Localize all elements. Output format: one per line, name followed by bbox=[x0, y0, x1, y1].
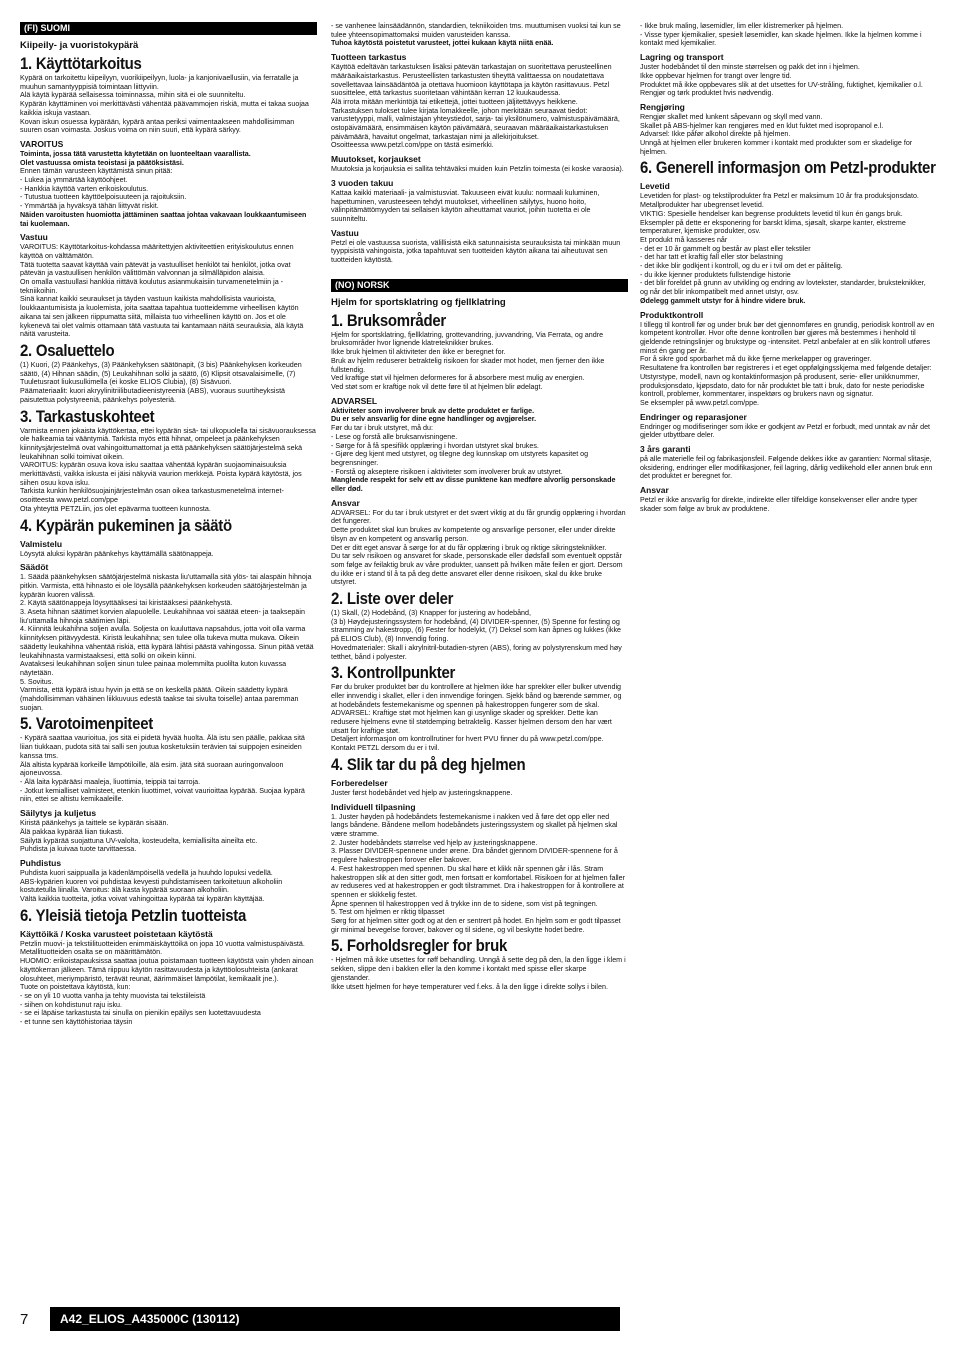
section-2-title-no: 2. Liste over deler bbox=[331, 589, 454, 609]
language-banner-fi: (FI) SUOMI bbox=[20, 22, 317, 35]
warning-text-no: Før du tar i bruk utstyret, må du: - Lese og forstå alle bruksanvisningene. - Sørge for å få spesifikk opplæring i hvordan utstyret skal brukes. - Gjøre deg kjent med utstyret, og tilegne deg kunnskap om utstyrets kapasitet og begrensninger. - Forstå og akseptere risikoen i aktiviteter som involverer bruk av utstyret. bbox=[331, 423, 589, 476]
column-norwegian-continued bbox=[640, 22, 936, 514]
storage-text-no: Juster hodebåndet til den minste størrelsen og pakk det inn i hjelmen. Ikke oppbevar hjelmen for trangt over lengre tid. Produktet må ikke oppbevares slik at det utsettes for UV-stråling, fuktighet, kjemikalier o.l. Rengjør og tørk produktet hvis nødvendig. bbox=[640, 62, 923, 98]
product-subtitle-fi: Kiipeily- ja vuoristokypärä bbox=[20, 40, 139, 51]
storage-heading-no: Lagring og transport bbox=[640, 52, 724, 63]
responsibility-text-fi: VAROITUS: Käyttötarkoitus-kohdassa määritettyjen aktiviteettien erityiskoulutus ennen käyttöä on välttämätön. Tätä tuotetta saavat käyttää vain pätevät ja vastuulliset henkilöt tai henkilöt, jotka ovat pätevän ja vastuullisen henkilön välittömän valvonnan ja silmälläpidon alaisia. On omalla vastuullasi hankkia riittävä koulutus asianmukaisiin turvamenetelmiin ja -tekniikoihin. Sinä kannat kaikki seuraukset ja täyden vastuun kaikista mahdollisista vaurioista, loukkaantumisista ja kuolemista, joita saattaa tapahtua tuotteidemme virheellisen käytön aikana tai sen jälkeen riippumatta siitä, millaista tuo virheellinen käyttö on. Jos et ole kykenevä tai olet valmis ottamaan tätä vastuuta tai kantamaan näitä seurauksia, älä käytä näitä varusteita. bbox=[20, 242, 304, 339]
section-6-title-fi: 6. Yleisiä tietoja Petzlin tuotteista bbox=[20, 905, 247, 925]
page-number: 7 bbox=[20, 1310, 29, 1328]
modifications-heading-fi: Muutokset, korjaukset bbox=[331, 154, 421, 165]
section-4-title-no: 4. Slik tar du på deg hjelmen bbox=[331, 754, 526, 774]
lifetime-text-fi: Petzlin muovi- ja tekstiilituotteiden enimmäiskäyttöikä on jopa 10 vuotta valmistuspäivästä. Metallituotteiden osalta se on määrittämätön. HUOMIO: erikoistapauksissa saattaa joutua poistamaan tuotteen käytöstä vain yhden ainoan käyttökerran jälkeen. Tämä riippuu käytön rasittavuudesta ja käyttöolosuhteista (ankarat olosuhteet, meriympäristö, terävät reunat, äärimmäiset lämpötilat, kemikaalit jne.). Tuote on poistettava käytöstä, kun: - se on yli 10 vuotta vanha ja tehty muovista tai tekstiileistä - siihen on kohdistunut raju isku. - se ei läpäise tarkastusta tai sinulla on pienikin epäilys sen luotettavuudesta - et tunne sen käyttöhistoriaa täysin bbox=[20, 938, 314, 1027]
product-subtitle-no: Hjelm for sportsklatring og fjellklatring bbox=[331, 296, 506, 308]
warning-text-fi: Ennen tämän varusteen käyttämistä sinun pitää: - Lukea ja ymmärtää käyttöohjeet. - Hankkia käyttöä varten erikoiskoulutus. - Tutustua tuotteen käyttöelpoisuuteen ja rajoituksiin. - Ymmärtää ja hyväksyä tähän liittyvät riskit. bbox=[20, 166, 187, 211]
warning-bold-2-fi: Näiden varoitusten huomiotta jättäminen saattaa johtaa vakavaan loukkaantumiseen tai kuolemaan. bbox=[20, 209, 307, 228]
language-banner-no: (NO) NORSK bbox=[331, 279, 628, 292]
preparation-heading-no: Forberedelser bbox=[331, 777, 388, 788]
cleaning-heading-fi: Puhdistus bbox=[20, 857, 62, 868]
modifications-text-fi: Muutoksia ja korjauksia ei sallita tehtäväksi muiden kuin Petzlin toimesta (ei koske varaosia). bbox=[331, 164, 624, 174]
liability-text-fi: Petzl ei ole vastuussa suorista, välillisistä eikä satunnaisista seurauksista tai minkään muun tyyppisistä vahingoista, jotka tapahtuvat sen tuotteiden käytön aikana tai aiheutuvat sen tuotteiden käytöstä. bbox=[331, 237, 621, 265]
storage-text-fi: Kiristä päänkehys ja taittele se kypärän sisään. Älä pakkaa kypärää liian tiukasti. Säilytä kypärää suojattuna UV-valolta, kosteudelta, kemiallisilta aineilta etc. Puhdista ja kuivaa tuote tarvittaessa. bbox=[20, 818, 258, 854]
inspection-heading-fi: Tuotteen tarkastus bbox=[331, 52, 407, 63]
responsibility-text-no: ADVARSEL: For du tar i bruk utstyret er det svært viktig at du får grundig opplæring i hvordan det fungerer. Dette produktet skal kun brukes av kompetente og ansvarlige personer, eller under direkte tilsyn av en kompetent og ansvarlig person. Det er ditt eget ansvar å sørge for at du får opplæring i bruk og riktige sikringsteknikker. Du tar selv risikoen og ansvaret for skade, personskade eller dødsfall som eventuelt oppstår som følge av feilaktig bruk av våre produkter, uansett på hvilken måte feilen er gjort. Dersom du ikke er i stand til å ta på deg dette ansvaret eller denne risikoen, skal du ikke bruke utstyret. bbox=[331, 507, 626, 587]
adjustments-heading-no: Individuell tilpasning bbox=[331, 801, 416, 812]
warning-bold-fi: Toiminta, jossa tätä varustetta käytetään on luonteeltaan vaarallista. Olet vastuussa omista teoistasi ja päätöksistäsi. bbox=[20, 148, 251, 167]
storage-heading-fi: Säilytys ja kuljetus bbox=[20, 808, 97, 819]
section-6-title-no: 6. Generell informasjon om Petzl-produkter bbox=[640, 158, 936, 178]
lifetime-destroy-fi: Tuhoa käytöstä poistetut varusteet, jottei kukaan käytä niitä enää. bbox=[331, 38, 554, 48]
cleaning-text-no: Rengjør skallet med lunkent såpevann og skyll med vann. Skallet på ABS-hjelmer kan rengjøres med en klut fuktet med isopropanol e.l. Advarsel: Ikke påfør alkohol direkte på hjelmen. Unngå at hjelmen eller brukeren kommer i kontakt med produkter som er skadelige for hjelmen. bbox=[640, 111, 913, 156]
warning-bold-2-no: Manglende respekt for selv ett av disse punktene kan medføre alvorlig personskade eller død. bbox=[331, 475, 616, 494]
lifetime-continued-fi: - se vanhenee lainsäädännön, standardien, tekniikoiden tms. muuttumisen vuoksi tai kun se tulee yhteensopimattomaksi muiden varusteiden kanssa. bbox=[331, 21, 621, 39]
responsibility-heading-no: Ansvar bbox=[331, 497, 360, 508]
preparation-text-fi: Löysytä aluksi kypärän päänkehys käyttämällä säätönappeja. bbox=[20, 548, 214, 558]
preparation-heading-fi: Valmistelu bbox=[20, 538, 63, 549]
section-1-title-no: 1. Bruksområder bbox=[331, 310, 446, 330]
section-5-title-no: 5. Forholdsregler for bruk bbox=[331, 936, 508, 956]
cleaning-text-fi: Puhdista kuori saippualla ja kädenlämpöisellä vedellä ja huuhdo lopuksi vedellä. ABS-kypärien kuoren voi puhdistaa kevyesti puhdistamiseen tarkoitetuun alkoholiin kostutetulla liinalla. Varoitus: älä kasta kypärää suoraan alkoholiin. Vältä kaikkia tuotteita, jotka voivat vahingoittaa kypärää tai kypärän käyttäjää. bbox=[20, 867, 283, 904]
section-1-text-fi: Kypärä on tarkoitettu kiipeilyyn, vuorikiipeilyyn, luola- ja kanjonivaellusiin, via ferratalle ja muuhun samantyyppisiä toimintaan liittyviin. Alä käytä kypärää sellaisessa toiminnassa, mihin sitä ei ole suunniteltu. Kypärän käyttäminen voi merkittävästi vähentää päävammojen riskiä, mutta ei takaa suojaa kaikkia iskuja vastaan. Kovan iskun osuessa kypärään, kypärä antaa periksi vaimentaakseen mahdollisimman suuren osan voimasta. Joskus voima on niin suuri, että kypärä särkyy. bbox=[20, 73, 309, 135]
column-middle bbox=[331, 22, 628, 991]
section-4-title-fi: 4. Kypärän pukeminen ja säätö bbox=[20, 515, 232, 535]
section-3-title-fi: 3. Tarkastuskohteet bbox=[20, 406, 155, 426]
precautions-continued-no: - Ikke bruk maling, løsemidler, lim eller klistremerker på hjelmen. - Visse typer kjemikalier, spesielt løsemidler, kan skade hjelmen. Ikke la hjelmen komme i kontakt med kjemikalier. bbox=[640, 21, 922, 48]
lifetime-text-no: Levetiden for plast- og tekstilprodukter fra Petzl er maksimum 10 år fra produksjonsdato. Metallprodukter har ubegrenset levetid. VIKTIG: Spesielle hendelser kan begrense produktets levetid til kun én gangs bruk. Eksempler på dette er eksponering for barskt klima, sjøsalt, skarpe kanter, ekstreme temperaturer, kjemiske produkter, osv. Et produkt må kasseres når - det er 10 år gammelt og består av plast eller tekstiler - det har tatt et kraftig fall eller stor belastning - det ikke blir godkjent i kontroll, og du er i tvil om det er pålitelig. - du ikke kjenner produktets fullstendige historie - det blir foreldet på grunn av utvikling og endring av lovtekster, standarder, bruksteknikker, og når det blir inkompatibelt med annet utstyr, osv. bbox=[640, 191, 926, 297]
lifetime-heading-fi: Käyttöikä / Koska varusteet poistetaan käytöstä bbox=[20, 928, 213, 939]
section-2-text-fi: (1) Kuori, (2) Päänkehys, (3) Päänkehyksen säätönapit, (3 bis) Päänkehyksen korkeuden säätö, (4) Hihnan säädin, (5) Leukahihnan solki ja säätö, (6) Klipsit otsavalaisimelle, (7) Tuuletusraot liukusulkimella (ei koske ELIOS Clubia), (8) Sisävuori. Päämateriaalit: kuori akryylinitriilibutadieenistyreeniä (ABS), vuoraus suurtiheyksistä paisutettua polystyreeniä, päänkehys polyesteriä. bbox=[20, 359, 302, 404]
document-code: A42_ELIOS_A435000C (130112) bbox=[50, 1307, 620, 1331]
cleaning-heading-no: Rengjøring bbox=[640, 101, 685, 112]
preparation-text-no: Juster først hodebåndet ved hjelp av justeringsknappene. bbox=[331, 787, 513, 797]
section-2-title-fi: 2. Osaluettelo bbox=[20, 340, 115, 360]
page-footer bbox=[20, 1307, 620, 1331]
section-5-title-fi: 5. Varotoimenpiteet bbox=[20, 714, 153, 734]
inspection-text-fi: Käyttöä edeltävän tarkastuksen lisäksi pätevän tarkastajan on suoritettava perusteellinen määräaikaistarkastus. Perusteellisten tarkastusten tiheyttä valittaessa on noudatettava sovellettavaa lainsäädäntöä ja otettava huomioon käyttötapa ja käytön rasittavuus. Petzl suosittelee, että tarkastus suoritetaan vähintään kerran 12 kuukaudessa. Älä irrota mitään merkintöjä tai etikettejä, jottei tuotteen jäljitettävyys heikkene. Tarkastuksen tulokset tulee kirjata lomakkeelle, johon merkitään seuraavat tiedot: varustetyyppi, malli, valmistajan yhteystiedot, sarja- tai yksilönumero, valmistuspäivämäärä, ostopäivämäärä, ensimmäisen käytön päivämäärä, seuraavan määräaikaistarkastuksen päivämäärä, havaitut ongelmat, tarkastajan nimi ja allekirjoitukset. Osoitteessa www.petzl.com/ppe on tästä esimerkki. bbox=[331, 62, 620, 150]
guarantee-text-fi: Kattaa kaikki materiaali- ja valmistusviat. Takuuseen eivät kuulu: normaali kuluminen, hapettuminen, varusteeseen tehdyt muutokset, virheellinen säilytys, huono hoito, välinpitämättömyyden tai sellaisen käytön aiheuttamat vauriot, joihin tuotetta ei ole suunniteltu. bbox=[331, 187, 600, 223]
guarantee-heading-fi: 3 vuoden takuu bbox=[331, 177, 394, 188]
column-finnish bbox=[20, 22, 317, 1027]
section-2-text-no: (1) Skall, (2) Hodebånd, (3) Knapper for justering av hodebånd, (3 b) Høydejusteringssystem for hodebånd, (4) DIVIDER-spenner, (5) Spenne for festing og stramming av hakestropp, (6) Fester for hodelykt, (7) Deksel som kan åpnes og lukkes (ikke på ELIOS Club), (8) Innvendig foring. Hovedmaterialer: Skall i akrylnitril-butadien-styren (ABS), foring av polystyrenskum med høy tetthet, bånd i polyester. bbox=[331, 608, 622, 661]
responsibility-heading-fi: Vastuu bbox=[20, 232, 48, 243]
warning-heading-no: ADVARSEL bbox=[331, 395, 378, 406]
adjustments-text-fi: 1. Säädä päänkehyksen säätöjärjestelmä niskasta liu'uttamalla sitä ylös- tai alaspäin hihnoja pitkin. Varmista, että hihnasto ei ole löysällä päänkehyksen korkeuden säätöjärjestelmän ja kypärän kuoren välissä. 2. Käytä säätönappeja löysyttääksesi tai kiristääksesi päänkehystä. 3. Aseta hihnan säätimet korvien alapuolelle. Leukahihnaa voi säätää eteen- ja taaksepäin liu'uttamalla hihnoja säätimien läpi. 4. Kiinnitä leukahihna soljen avulla. Soljesta on kuuluttava napsahdus, jotta voit olla varma kiinnityksen pitävyydestä. Kiristä leukahihna; sen tulee olla tukeva mutta mukava. Oikein säädetty leukahihna vähentää riskiä, että kypärä lähtisi päästä vahingossa. Sinun pitää vetää leukahihnasta varmistaaksesi, että solki on oikein kiinni. Avataksesi leukahihnan soljen sinun tulee painaa molemmilta puolilta kuton kuvassa näytetään. 5. Sovitus. Varmista, että kypärä istuu hyvin ja että se on keskellä päätä. Oikein säädetty kypärä (mahdollisimman vähäinen liikkuvuus edestä taakse tai sivulta toiselle) antaa paremman suojan. bbox=[20, 572, 314, 712]
inspection-text-no: I tillegg til kontroll før og under bruk bør det gjennomføres en grundig, periodisk kontroll av en kompetent kontrollør. Hvor ofte denne kontrollen bør gjøres må bestemmes i henhold til gjeldende retningslinjer og brukstype og -intensitet. Petzl anbefaler at en slik kontroll utføres minst én gang per år. For å sikre god sporbarhet må du ikke fjerne merkelapper og graveringer. Resultatene fra kontrollen bør registreres i et eget oppfølgingsskjema med følgende detaljer: Utstyrstype, modell, navn og kontaktinformasjon på produsent, serie- eller unikknummer, produksjonsdato, kjøpsdato, dato for når produktet ble tatt i bruk, dato for neste periodiske kontroll, problemer, kommentarer, inspektørs og brukers navn og signatur. Se eksempler på www.petzl.com/ppe. bbox=[640, 319, 935, 407]
lifetime-heading-no: Levetid bbox=[640, 181, 670, 192]
lifetime-destroy-no: Ødelegg gammelt utstyr for å hindre videre bruk. bbox=[640, 295, 806, 305]
warning-bold-no: Aktiviteter som involverer bruk av dette produktet er farlige. Du er selv ansvarlig for dine egne handlinger og avgjørelser. bbox=[331, 405, 537, 424]
section-5-text-fi: - Kypärä saattaa vaurioitua, jos sitä ei pidetä hyvää huolta. Älä istu sen päälle, pakkaa sitä liian tiukkaan, pudota sitä tai salli sen joutua kosketuksiin terävien tai suippojen esineiden kanssa tms. Älä altista kypärää korkeille lämpötiloille, älä esim. jätä sitä suoraan auringonvaloon ajoneuvossa. - Älä laita kypärääsi maaleja, liuottimia, teippiä tai tarroja. - Jotkut kemialliset valmisteet, etenkin liuottimet, voivat vaurioittaa kypärää. Suojaa kypärä niin, ettei se altistu kemikaaleille. bbox=[20, 733, 305, 804]
adjustments-text-no: 1. Juster høyden på hodebåndets festemekanisme i nakken ved å føre det opp eller ned langs båndene. Båndene mellom hodebåndets justeringssystem og skallet på hjelmen skal være stramme. 2. Juster hodebåndets størrelse ved hjelp av justeringsknappene. 3. Plasser DIVIDER-spennene under ørene. Dra båndet gjennom DIVIDER-spennene for å regulere hakestroppen forover eller bakover. 4. Fest hakestroppen med spennen. Du skal høre et klikk når spennen går i lås. Stram hakestroppen slik at den sitter godt, men fortsatt er komfortabel. Risikoen for at hjelmen faller av reduseres ved at hakestroppen er godt tilstrammet. Dra i hakestroppen for å kontrollere at spennen er skikkelig festet. Åpne spennen til hakestroppen ved å trykke inn de to sidene, som vist på tegningen. 5. Test om hjelmen er riktig tilpasset Sørg for at hjelmen sitter godt og at den er sentrert på hodet. En hjelm som er godt tilpasset gir minimal bevegelse forover, bakover og til sidene, og vil beskytte hodet bedre. bbox=[331, 811, 625, 934]
modifications-heading-no: Endringer og reparasjoner bbox=[640, 411, 747, 422]
section-1-text-no: Hjelm for sportsklatring, fjellklatring, grottevandring, juvvandring, Via Ferrata, og andre bruksområder hvor lignende klatreteknikker brukes. Ikke bruk hjelmen til aktiviteter den ikke er beregnet for. Bruk av hjelm reduserer betraktelig risikoen for skader mot hodet, men fjerner den ikke fullstendig. Ved kraftige støt vil hjelmen deformeres for å absorbere mest mulig av energien. Ved støt som er kraftige nok vil dette føre til at hjelmen blir ødelagt. bbox=[331, 329, 605, 391]
section-3-text-fi: Varmista ennen jokaista käyttökertaa, ettei kypärän sisä- tai ulkopuolella tai sisävuorauksessa ole halkeamia tai vääntymiä. Tarkista myös että hihnat, ompeleet ja päänkehyksen kiinnitysjärjestelmä ovat vahingoittumattomat ja että päänkehyksen säätöjärjestelmä sekä leukahihnan solki toimivat oikein. VAROITUS: kypärän osuva kova isku saattaa vähentää kypärän suojaominaisuuksia merkittävästi, vaikka iskusta ei jäisi näkyviä vaurion merkkejä. Poista kypärä käytöstä, jos siihen osuu kova isku. Tarkista kunkin henkilösuojainjärjestelmän osan oikea tarkastusmenetelmä internet-osoitteesta www.petzl.com/ppe Ota yhteyttä PETZLiin, jos olet epävarma tuotteen kunnosta. bbox=[20, 425, 316, 513]
adjustments-heading-fi: Säädöt bbox=[20, 562, 49, 573]
inspection-heading-no: Produktkontroll bbox=[640, 309, 704, 320]
guarantee-heading-no: 3 års garanti bbox=[640, 444, 691, 455]
section-3-text-no: Før du bruker produktet bør du kontrollere at hjelmen ikke har sprekker eller bulker utvendig eller innvendig i skallet, eller i den innvendige foringen. Sjekk bånd og bærende sømmer, og at hodebåndets festemekanisme og spennen på hakestroppen fungerer som de skal. ADVARSEL: Kraftige støt mot hjelmen kan gi usynlige skader og sprekker. Dette kan redusere hjelmens evne til støtdemping betraktelig. Kasser hjelmen dersom den har vært utsatt for kraftige støt. Detaljert informasjon om kontrollrutiner for hvert PVU finner du på www.petzl.com/ppe. Kontakt PETZL dersom du er i tvil. bbox=[331, 682, 622, 753]
liability-heading-no: Ansvar bbox=[640, 485, 669, 496]
section-1-title-fi: 1. Käyttötarkoitus bbox=[20, 54, 142, 73]
section-3-title-no: 3. Kontrollpunkter bbox=[331, 663, 456, 683]
modifications-text-no: Endringer og modifiseringer som ikke er godkjent av Petzl er forbudt, med unntak av når det gjelder utbyttbare deler. bbox=[640, 421, 931, 440]
liability-text-no: Petzl er ikke ansvarlig for direkte, indirekte eller tilfeldige konsekvenser eller andre typer skader som følge av bruk av produktene. bbox=[640, 495, 918, 513]
section-5-text-no: - Hjelmen må ikke utsettes for røff behandling. Unngå å sette deg på den, la den ligge i klem i sekken, slippe den i bakken eller la den komme i kontakt med spisse eller skarpe gjenstander. Ikke utsett hjelmen for høye temperaturer ved f.eks. å la den ligge i direkte sollys i bilen. bbox=[331, 955, 626, 991]
warning-heading-fi: VAROITUS bbox=[20, 138, 64, 149]
guarantee-text-no: på alle materielle feil og fabrikasjonsfeil. Følgende dekkes ikke av garantien: Normal slitasje, oksidering, endringer eller modifikasjoner, feil lagring, dårlig vedlikehold eller annen bruk enn det produktet er beregnet for. bbox=[640, 454, 933, 481]
liability-heading-fi: Vastuu bbox=[331, 227, 359, 238]
